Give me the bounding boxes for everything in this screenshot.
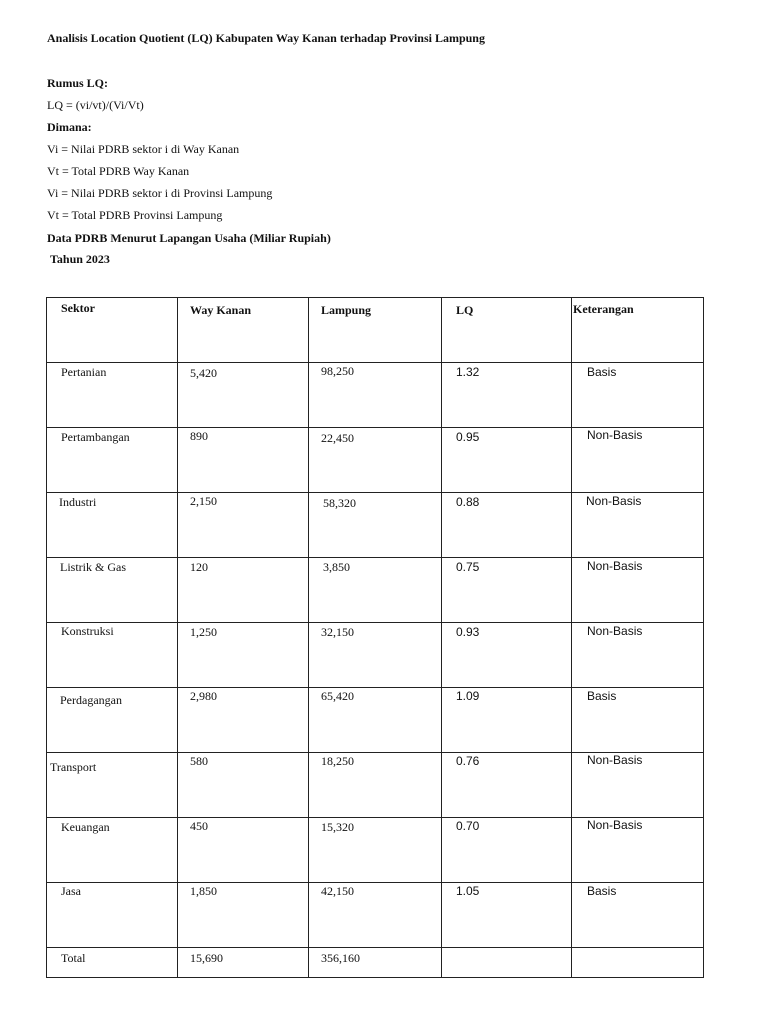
header-lampung: Lampung bbox=[309, 298, 442, 363]
cell-sektor: Pertanian bbox=[47, 363, 178, 428]
definition-vt-way-kanan: Vt = Total PDRB Way Kanan bbox=[47, 164, 190, 178]
cell-lq: 0.75 bbox=[442, 558, 572, 623]
cell-lampung: 22,450 bbox=[309, 428, 442, 493]
cell-way-kanan: 5,420 bbox=[178, 363, 309, 428]
where-heading: Dimana: bbox=[47, 120, 92, 134]
cell-way-kanan: 2,150 bbox=[178, 493, 309, 558]
cell-way-kanan: 450 bbox=[178, 818, 309, 883]
cell-total-lq bbox=[442, 948, 572, 978]
cell-way-kanan: 1,850 bbox=[178, 883, 309, 948]
cell-sektor: Industri bbox=[47, 493, 178, 558]
year-label: Tahun 2023 bbox=[50, 252, 110, 266]
table-row bbox=[47, 558, 704, 623]
table-total-row bbox=[47, 948, 704, 978]
cell-way-kanan: 580 bbox=[178, 753, 309, 818]
cell-keterangan: Non-Basis bbox=[572, 753, 704, 818]
cell-lampung: 3,850 bbox=[309, 558, 442, 623]
cell-lq: 0.95 bbox=[442, 428, 572, 493]
cell-keterangan: Basis bbox=[572, 688, 704, 753]
cell-keterangan: Non-Basis bbox=[572, 623, 704, 688]
table-header-row bbox=[47, 298, 704, 363]
cell-lampung: 65,420 bbox=[309, 688, 442, 753]
data-heading: Data PDRB Menurut Lapangan Usaha (Miliar Rupiah) bbox=[47, 231, 331, 245]
cell-lq: 1.09 bbox=[442, 688, 572, 753]
cell-sektor: Transport bbox=[47, 753, 178, 818]
table-row bbox=[47, 883, 704, 948]
cell-lampung: 42,150 bbox=[309, 883, 442, 948]
cell-lampung: 15,320 bbox=[309, 818, 442, 883]
cell-way-kanan: 890 bbox=[178, 428, 309, 493]
cell-way-kanan: 2,980 bbox=[178, 688, 309, 753]
cell-total-label: Total bbox=[47, 948, 178, 978]
cell-keterangan: Non-Basis bbox=[572, 428, 704, 493]
cell-keterangan: Basis bbox=[572, 883, 704, 948]
cell-total-lampung: 356,160 bbox=[309, 948, 442, 978]
cell-keterangan: Non-Basis bbox=[572, 558, 704, 623]
cell-sektor: Perdagangan bbox=[47, 688, 178, 753]
header-sektor: Sektor bbox=[47, 298, 178, 363]
cell-keterangan: Basis bbox=[572, 363, 704, 428]
cell-way-kanan: 1,250 bbox=[178, 623, 309, 688]
lq-table bbox=[46, 297, 704, 978]
cell-sektor: Keuangan bbox=[47, 818, 178, 883]
cell-way-kanan: 120 bbox=[178, 558, 309, 623]
table-row bbox=[47, 623, 704, 688]
cell-total-way-kanan: 15,690 bbox=[178, 948, 309, 978]
cell-sektor: Listrik & Gas bbox=[47, 558, 178, 623]
header-way-kanan: Way Kanan bbox=[178, 298, 309, 363]
cell-keterangan: Non-Basis bbox=[572, 818, 704, 883]
cell-lampung: 58,320 bbox=[309, 493, 442, 558]
cell-lq: 0.76 bbox=[442, 753, 572, 818]
cell-lampung: 18,250 bbox=[309, 753, 442, 818]
cell-lampung: 98,250 bbox=[309, 363, 442, 428]
header-lq: LQ bbox=[442, 298, 572, 363]
header-keterangan: Keterangan bbox=[572, 298, 704, 363]
cell-total-keterangan bbox=[572, 948, 704, 978]
table-row bbox=[47, 428, 704, 493]
definition-vi-way-kanan: Vi = Nilai PDRB sektor i di Way Kanan bbox=[47, 142, 240, 156]
cell-sektor: Konstruksi bbox=[47, 623, 178, 688]
definition-vt-lampung: Vt = Total PDRB Provinsi Lampung bbox=[47, 208, 223, 222]
table-row bbox=[47, 818, 704, 883]
cell-lampung: 32,150 bbox=[309, 623, 442, 688]
cell-lq: 0.70 bbox=[442, 818, 572, 883]
formula-heading: Rumus LQ: bbox=[47, 76, 109, 90]
formula-text: LQ = (vi/vt)/(Vi/Vt) bbox=[47, 98, 144, 112]
document-title: Analisis Location Quotient (LQ) Kabupaten Way Kanan terhadap Provinsi Lampung bbox=[47, 31, 485, 45]
cell-lq: 0.93 bbox=[442, 623, 572, 688]
definition-vi-lampung: Vi = Nilai PDRB sektor i di Provinsi Lampung bbox=[47, 186, 273, 200]
table-row bbox=[47, 753, 704, 818]
cell-lq: 1.32 bbox=[442, 363, 572, 428]
cell-sektor: Jasa bbox=[47, 883, 178, 948]
cell-lq: 1.05 bbox=[442, 883, 572, 948]
table-row bbox=[47, 493, 704, 558]
cell-keterangan: Non-Basis bbox=[572, 493, 704, 558]
cell-sektor: Pertambangan bbox=[47, 428, 178, 493]
cell-lq: 0.88 bbox=[442, 493, 572, 558]
table-row bbox=[47, 363, 704, 428]
table-row bbox=[47, 688, 704, 753]
